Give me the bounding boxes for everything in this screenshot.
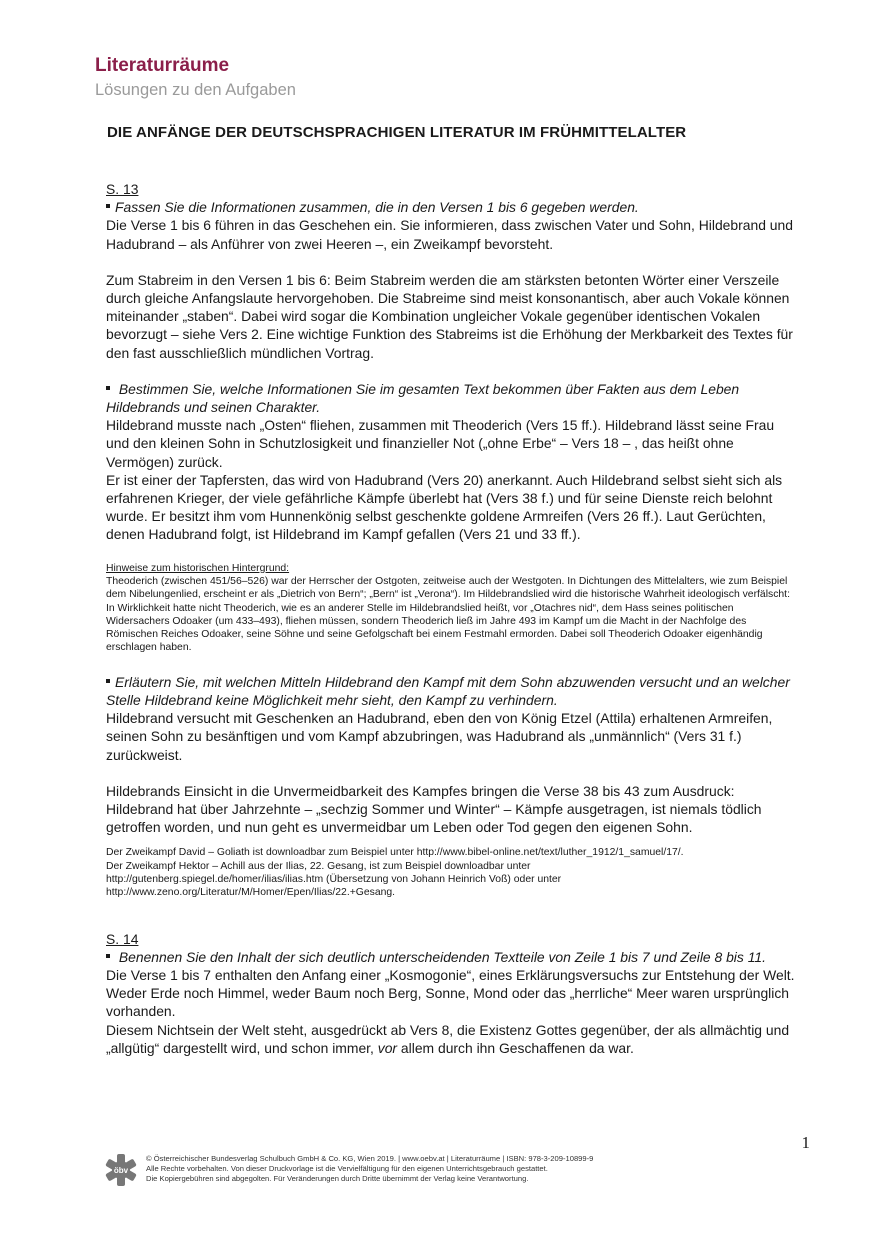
hint-title: Hinweise zum historischen Hintergrund: (106, 562, 290, 574)
task-text: Bestimmen Sie, welche Informationen Sie im gesamten Text bekommen über Fakten aus dem Leben Hildebrands und seinen Charakter. (106, 380, 740, 416)
task-4 (106, 948, 796, 966)
footer-text (146, 1154, 593, 1184)
answer-paragraph: Hildebrand musste nach „Osten“ fliehen, zusammen mit Theoderich (Vers 15 ff.). Hildebrand lässt seine Frau und den kleinen Sohn in Schutzlosigkeit und finanzieller Not („ohne Erbe“ – Vers 18 – , das heißt ohne Vermögen) zurück. (106, 417, 775, 470)
page-footer (104, 1151, 593, 1187)
bullet-icon (106, 954, 110, 958)
task-3 (106, 673, 796, 709)
section-label-s13: S. 13 (106, 181, 139, 197)
footer-line: Die Kopiergebühren sind abgegolten. Für Veränderungen durch Dritte übernimmt der Verlag keine Verantwortung. (146, 1174, 529, 1183)
section-label-s14: S. 14 (106, 930, 139, 947)
task-text: Fassen Sie die Informationen zusammen, die in den Versen 1 bis 6 gegeben werden. (115, 199, 639, 216)
brand-subtitle: Lösungen zu den Aufgaben (95, 81, 296, 99)
logo-text: öbv (113, 1166, 129, 1175)
answer-paragraph: Er ist einer der Tapfersten, das wird von Hadubrand (Vers 20) anerkannt. Auch Hildebrand selbst sieht sich als erfahrenen Krieger, der viele gefährliche Kämpfe überlebt hat (Vers 38 f.) und für seine Dienste reich belohnt wurde. Er besitzt ihm vom Hunnenkönig selbst geschenkte goldene Armreifen (Vers 26 ff.). Laut Gerüchten, denen Hadubrand folgt, ist Hildebrand im Kampf gefallen (Vers 21 und 33 ff.). (106, 471, 783, 543)
reference-line: http://www.zeno.org/Literatur/M/Homer/Epen/Ilias/22.+Gesang. (106, 887, 396, 899)
answer-paragraph: Die Verse 1 bis 7 enthalten den Anfang einer „Kosmogonie“, eines Erklärungsversuchs zur Entstehung der Welt. Weder Erde noch Himmel, weder Baum noch Berg, Sonne, Mond oder das „herrliche“ Meer waren ursprünglich vorhanden. (106, 966, 795, 1020)
bullet-icon (106, 386, 110, 390)
reference-line: http://gutenberg.spiegel.de/homer/ilias/ilias.htm (Übersetzung von Johann Heinrich Voß) oder unter (106, 873, 562, 885)
brand-title: Literaturräume (95, 55, 230, 76)
task-text: Benennen Sie den Inhalt der sich deutlich unterscheidenden Textteile von Zeile 1 bis 7 und Zeile 8 bis 11. (118, 948, 766, 965)
task-text: Erläutern Sie, mit welchen Mitteln Hildebrand den Kampf mit dem Sohn abzuwenden versucht und an welcher Stelle Hildebrand keine Möglichkeit mehr sieht, den Kampf zu verhindern. (106, 673, 790, 708)
task-2 (106, 380, 796, 416)
answer-paragraph: Die Verse 1 bis 6 führen in das Geschehen ein. Sie informieren, dass zwischen Vater und Sohn, Hildebrand und Hadubrand – als Anführer von zwei Heeren –, ein Zweikampf bevorsteht. (106, 217, 793, 252)
footer-line: © Österreichischer Bundesverlag Schulbuch GmbH & Co. KG, Wien 2019. | www.oebv.at | Literaturräume | ISBN: 978-3-209-10899-9 (146, 1154, 594, 1163)
historical-hint (106, 562, 796, 655)
document-body (106, 180, 796, 1057)
page-number: 1 (801, 1133, 810, 1152)
reference-line: Der Zweikampf Hektor – Achill aus der Ilias, 22. Gesang, ist zum Beispiel downloadbar unter (106, 860, 531, 872)
page-header (95, 54, 296, 101)
footer-line: Alle Rechte vorbehalten. Von dieser Druckvorlage ist die Vervielfältigung für den eigenen Unterrichtsgebrauch gestattet. (146, 1164, 548, 1173)
answer-paragraph: Hildebrand versucht mit Geschenken an Hadubrand, eben den von König Etzel (Attila) erhaltenen Armreifen, seinen Sohn zu besänftigen und vom Kampf abzubringen, was Hadubrand als „unmännlich“ (Vers 31 f.) zurückweist. (106, 710, 773, 763)
references (106, 846, 796, 899)
answer-paragraph: Hildebrands Einsicht in die Unvermeidbarkeit des Kampfes bringen die Verse 38 bis 43 zum Ausdruck: Hildebrand hat über Jahrzehnte – „sechzig Sommer und Winter“ – Kämpfe ausgetragen, ist niemals tödlich getroffen worden, und nun geht es unvermeidbar um Leben oder Tod gegen den eigenen Sohn. (106, 782, 762, 836)
answer-paragraph: Diesem Nichtsein der Welt steht, ausgedrückt ab Vers 8, die Existenz Gottes gegenüber, der als allmächtig und „allgütig“ dargestellt wird, und schon immer, vor allem durch ihn Geschaffenen da war. (106, 1021, 790, 1056)
hint-text: Theoderich (zwischen 451/56–526) war der Herrscher der Ostgoten, zeitweise auch der Westgoten. In Dichtungen des Mittelalters, wie zum Beispiel dem Nibelungenlied, erscheint er als „Dietrich von Bern“; „Bern“ ist „Verona“). Im Hildebrandslied wird die historische Wahrheit ideologisch verfälscht: In Wirklichkeit hatte nicht Theoderich, wie es an anderer Stelle im Hildebrandslied heißt, vor „Otachres nid“, dem Hass seines politischen Widersachers Odoaker (um 433–493), fliehen müssen, sondern Theoderich ließ im Jahre 493 im Kampf um die Macht in der Nachfolge des Römischen Reiches Odoaker, seine Söhne und seine Gefolgschaft bei einem Festmahl ermorden. Dabei soll Theoderich Odoaker eigenhändig erschlagen haben. (106, 575, 790, 654)
emphasis: vor (377, 1039, 398, 1056)
document-title: DIE ANFÄNGE DER DEUTSCHSPRACHIGEN LITERATUR IM FRÜHMITTELALTER (107, 124, 687, 141)
oebv-logo-icon (104, 1153, 138, 1187)
bullet-icon (106, 679, 110, 683)
reference-line: Der Zweikampf David – Goliath ist downloadbar zum Beispiel unter http://www.bibel-online.net/text/luther_1912/1_samuel/17/. (106, 847, 684, 859)
bullet-icon (106, 204, 110, 208)
task-1 (106, 198, 796, 216)
answer-paragraph: Zum Stabreim in den Versen 1 bis 6: Beim Stabreim werden die am stärksten betonten Wörter einer Verszeile durch gleiche Anfangslaute hervorgehoben. Die Stabreime sind meist konsonantisch, aber auch Vokale können miteinander „staben“. Dabei wird sogar die Kombination ungleicher Vokale gegenüber identischen Vokalen bevorzugt – siehe Vers 2. Eine wichtige Funktion des Stabreims ist die Erhöhung der Merkbarkeit des Textes für den fast ausschließlich mündlichen Vortrag. (106, 271, 793, 361)
